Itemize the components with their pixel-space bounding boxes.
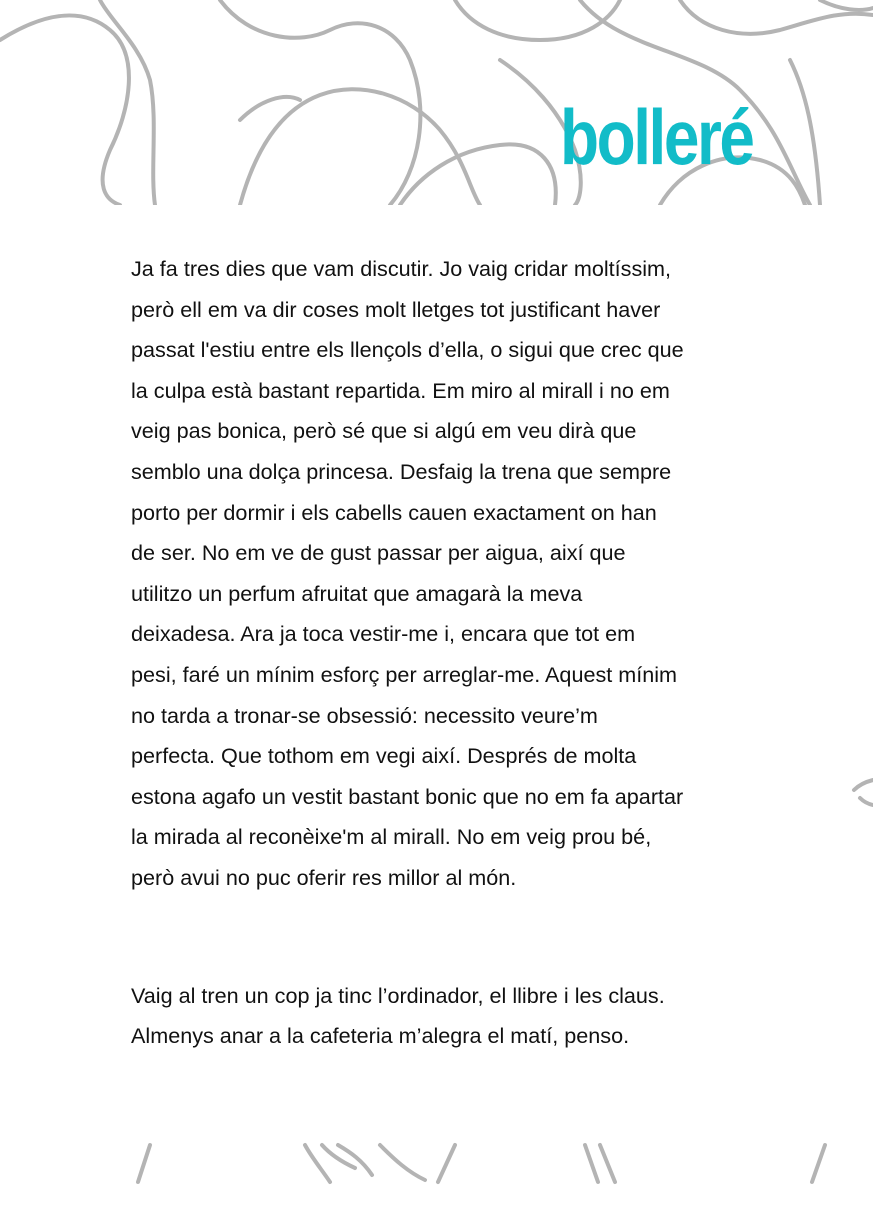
text-line: Almenys anar a la cafeteria m’alegra el matí, penso. [131,1023,630,1049]
text-line: deixadesa. Ara ja toca vestir-me i, encara que tot em [131,621,636,647]
text-line: veig pas bonica, però sé que si algú em veu dirà que [131,418,637,444]
paragraph-1 [131,249,791,899]
text-line: la culpa està bastant repartida. Em miro al mirall i no em [131,377,670,403]
paragraph-2 [131,976,791,1057]
brand-logo: bolleré [560,93,753,181]
text-line: perfecta. Que tothom em vegi així. Després de molta [131,743,637,769]
text-line: utilitzo un perfum afruitat que amagarà la meva [131,580,583,606]
text-line: porto per dormir i els cabells cauen exactament on han [131,499,657,525]
text-line: Ja fa tres dies que vam discutir. Jo vaig cridar moltíssim, [131,256,672,281]
text-line: no tarda a tronar-se obsessió: necessito veure’m [131,702,598,728]
text-line: la mirada al reconèixe'm al mirall. No em veig prou bé, [131,824,652,850]
text-line: passat l'estiu entre els llençols d’ella, o sigui que crec que [131,337,684,363]
text-line: semblo una dolça princesa. Desfaig la trena que sempre [131,458,672,484]
article-body [131,249,791,1057]
text-line: estona agafo un vestit bastant bonic que no em fa apartar [131,783,684,809]
decorative-line-art-right [850,760,873,820]
text-line: però ell em va dir coses molt lletges tot justificant haver [131,296,661,322]
text-line: Vaig al tren un cop ja tinc l’ordinador, el llibre i les claus. [131,982,665,1008]
text-line: de ser. No em ve de gust passar per aigua, així que [131,540,626,566]
text-line: però avui no puc oferir res millor al món. [131,864,517,890]
text-line: pesi, faré un mínim esforç per arreglar-me. Aquest mínim [131,661,678,687]
decorative-line-art-bottom [0,1140,873,1190]
